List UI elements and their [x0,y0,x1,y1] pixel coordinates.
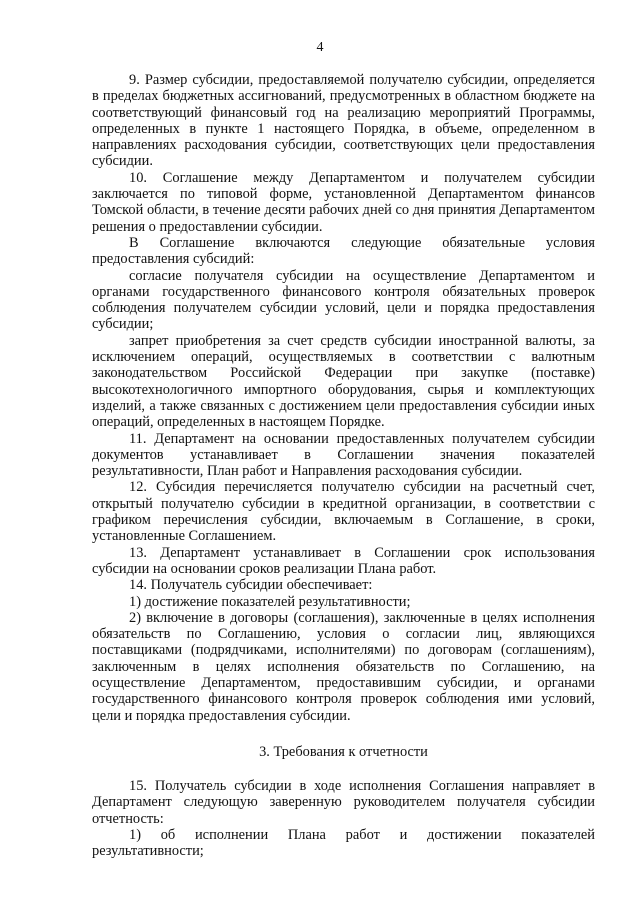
paragraph-consent-to-inspections: согласие получателя субсидии на осуществление Департаментом и органами государственного финансового контроля обязательных проверок соблюдения получателем субсидии условий, цели и порядка предоставления субсидии; [92,267,595,333]
paragraph-item-15-reporting: 15. Получатель субсидии в ходе исполнения Соглашения направляет в Департамент следующую заверенную руководителем получателя субсидии отчетность: [92,778,595,827]
paragraph-item-12-transfer: 12. Субсидия перечисляется получателю субсидии на расчетный счет, открытый получателю субсидии в кредитной организации, в соответствии с графиком перечисления субсидии, включаемым в Соглашение, в сроки, установленные Соглашением. [92,479,595,545]
section-heading: 3. Требования к отчетности [259,743,428,760]
page-number: 4 [316,40,324,55]
paragraph-mandatory-conditions: В Соглашение включаются следующие обязательные условия предоставления субсидий: [92,234,595,268]
paragraph-item-14-obligations: 14. Получатель субсидии обеспечивает: [129,577,373,594]
paragraph-item-11-indicators: 11. Департамент на основании предоставленных получателем субсидии документов устанавливает в Соглашении значения показателей результативности, План работ и Направления расходования субсидии. [92,430,595,480]
paragraph-currency-ban: запрет приобретения за счет средств субсидии иностранной валюты, за исключением операций, осуществляемых в соответствии с валютным законодательством Российской Федерации при закупке (поставке) высокотехнологичного импортного оборудования, сырья и комплектующих изделий, а также связанных с достижением цели предоставления субсидии иных операций, определенных в настоящем Порядке. [92,332,595,431]
paragraph-item-13-term: 13. Департамент устанавливает в Соглашении срок использования субсидии на основании сроков реализации Плана работ. [92,544,595,577]
paragraph-subitem-1-indicators: 1) достижение показателей результативности; [129,593,411,610]
paragraph-item-10-agreement: 10. Соглашение между Департаментом и получателем субсидии заключается по типовой форме, установленной Департаментом финансов Томской области, в течение десяти рабочих дней со дня принятия Департаментом решения о предоставлении субсидии. [92,169,595,235]
paragraph-item-9-subsidy-size: 9. Размер субсидии, предоставляемой получателю субсидии, определяется в пределах бюджетных ассигнований, предусмотренных в областном бюджете на соответствующий финансовый год на реализацию мероприятий Программы, определенных в пункте 1 настоящего Порядка, в объеме, определенном в направлениях расходования субсидии, соответствующих цели предоставления субсидии. [92,72,595,170]
paragraph-subitem-2-contracts: 2) включение в договоры (соглашения), заключенные в целях исполнения обязательств по Соглашению, условия о согласии лиц, являющихся поставщиками (подрядчиками, исполнителями) по договорам (соглашениям), заключенным в целях исполнения обязательств по Соглашению, на осуществление Департаментом, предоставившим субсидии, и органами государственного финансового контроля проверок соблюдения ими условий, цели и порядка предоставления субсидии. [92,609,595,724]
document-body [92,72,595,860]
paragraph-report-subitem-1: 1) об исполнении Плана работ и достижении показателей результативности; [92,827,595,860]
